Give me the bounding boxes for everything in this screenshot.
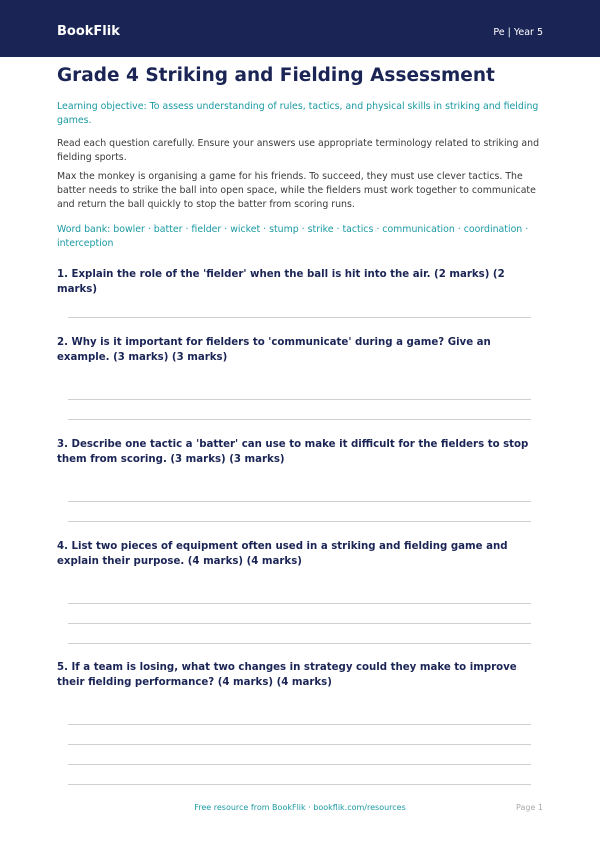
word-bank: Word bank: bowler · batter · fielder · wicket · stump · strike · tactics · communication · coordination · interception (57, 224, 529, 249)
answer-line[interactable] (68, 643, 531, 644)
page-title: Grade 4 Striking and Fielding Assessment (57, 65, 495, 86)
answer-line[interactable] (68, 764, 531, 765)
question-5: 5. If a team is losing, what two changes in strategy could they make to improve their fielding performance? (4 marks) (4 marks) (57, 662, 517, 688)
answer-line[interactable] (68, 784, 531, 785)
page-number: Page 1 (516, 803, 543, 812)
answer-line[interactable] (68, 399, 531, 400)
learning-objective: Learning objective: To assess understanding of rules, tactics, and physical skills in striking and fielding games. (57, 101, 539, 126)
answer-line[interactable] (68, 724, 531, 725)
instructions: Read each question carefully. Ensure your answers use appropriate terminology related to striking and fielding sports. (57, 138, 540, 163)
subject-year-label: Pe | Year 5 (493, 27, 543, 38)
answer-line[interactable] (68, 419, 531, 420)
answer-line[interactable] (68, 521, 531, 522)
answer-line[interactable] (68, 744, 531, 745)
answer-line[interactable] (68, 603, 531, 604)
header-bar (0, 0, 600, 57)
question-4: 4. List two pieces of equipment often used in a striking and fielding game and explain their purpose. (4 marks) (4 marks) (57, 541, 508, 567)
footer-resource-link[interactable]: Free resource from BookFlik · bookflik.com/resources (194, 803, 406, 812)
question-3: 3. Describe one tactic a 'batter' can use to make it difficult for the fielders to stop them from scoring. (3 marks) (3 marks) (57, 439, 529, 465)
answer-line[interactable] (68, 501, 531, 502)
answer-line[interactable] (68, 623, 531, 624)
question-1: 1. Explain the role of the 'fielder' when the ball is hit into the air. (2 marks) (2 marks) (57, 269, 505, 295)
answer-line[interactable] (68, 317, 531, 318)
scenario-text: Max the monkey is organising a game for his friends. To succeed, they must use clever tactics. The batter needs to strike the ball into open space, while the fielders must work together to communicate and return the ball quickly to stop the batter from scoring runs. (57, 171, 536, 210)
question-2: 2. Why is it important for fielders to 'communicate' during a game? Give an example. (3 marks) (3 marks) (57, 337, 491, 363)
brand-logo-text: BookFlik (57, 24, 120, 39)
